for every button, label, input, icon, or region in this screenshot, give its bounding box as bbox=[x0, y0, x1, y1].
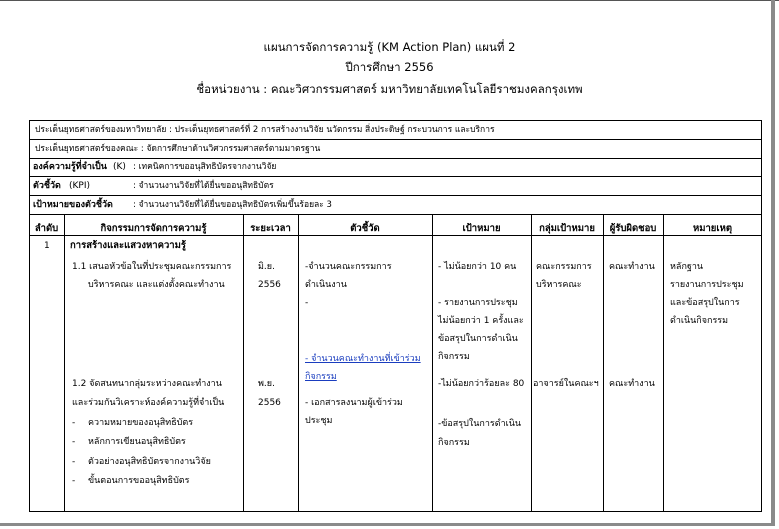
activity-1-target-line3: ไม่น้อยกว่า 1 ครั้งและ bbox=[438, 316, 524, 326]
activity-2-line2: และร่วมกันวิเคราะห์องค์ความรู้ที่จำเป็น bbox=[72, 398, 225, 408]
kpi-value: : จำนวนงานวิจัยที่ได้ยื่นขออนุสิทธิบัตร bbox=[133, 181, 274, 191]
activity-1-responsible: คณะทำงาน bbox=[609, 262, 655, 272]
activity-2-item-1: ความหมายของอนุสิทธิบัตร bbox=[88, 418, 194, 428]
activity-1-group-line1: คณะกรรมการ bbox=[536, 262, 592, 272]
activity-1-kpi-line2: ดำเนินงาน bbox=[305, 280, 347, 290]
column-divider bbox=[432, 214, 433, 512]
column-divider bbox=[64, 214, 65, 512]
activity-1-period-month: มิ.ย. bbox=[258, 262, 275, 272]
activity-2-period-year: 2556 bbox=[258, 398, 281, 408]
column-header-activity: กิจกรรมการจัดการความรู้ bbox=[100, 223, 207, 234]
table-divider bbox=[29, 139, 762, 140]
column-header-no: ลำดับ bbox=[34, 223, 59, 234]
table-divider bbox=[29, 195, 762, 196]
bullet-4: - bbox=[72, 476, 76, 486]
activity-1-target-line5: กิจกรรม bbox=[438, 352, 470, 362]
university-strategy: ประเด็นยุทธศาสตร์ของมหาวิทยาลัย : ประเด็นยุทธศาสตร์ที่ 2 การสร้างงานวิจัย นวัตกรรม สิ่งประดิษฐ์ กระบวนการ และบริการ bbox=[35, 125, 495, 135]
document-title: แผนการจัดการความรู้ (KM Action Plan) แผนที่ 2 bbox=[263, 40, 516, 54]
activity-1-period-year: 2556 bbox=[258, 280, 281, 290]
activity-1-group-line2: บริหารคณะ bbox=[536, 280, 582, 290]
activity-2-item-4: ขั้นตอนการขออนุสิทธิบัตร bbox=[88, 476, 190, 486]
group-title: การสร้างและแสวงหาความรู้ bbox=[70, 240, 186, 251]
column-divider bbox=[663, 214, 664, 512]
table-divider bbox=[29, 176, 762, 177]
remark-line3: และข้อสรุปในการ bbox=[670, 298, 740, 308]
column-header-responsible: ผู้รับผิดชอบ bbox=[609, 223, 657, 234]
row-number: 1 bbox=[44, 241, 50, 251]
column-header-target-group: กลุ่มเป้าหมาย bbox=[539, 223, 595, 234]
activity-2-item-3: ตัวอย่างอนุสิทธิบัตรจากงานวิจัย bbox=[88, 457, 211, 467]
kpi-label-abbr: (KPI) bbox=[69, 181, 91, 191]
column-header-period: ระยะเวลา bbox=[250, 223, 291, 234]
bullet-3: - bbox=[72, 457, 76, 467]
column-divider bbox=[243, 214, 244, 512]
column-divider bbox=[603, 214, 604, 512]
academic-year: ปีการศึกษา 2556 bbox=[345, 60, 434, 74]
activity-2-target-line1: -ไม่น้อยกว่าร้อยละ 80 bbox=[438, 379, 525, 389]
kpi-target-value: : จำนวนงานวิจัยที่ได้ยื่นขออนุสิทธิบัตรเพิ่มขึ้นร้อยละ 3 bbox=[133, 200, 332, 210]
faculty-strategy: ประเด็นยุทธศาสตร์ของคณะ : จัดการศึกษาด้านวิศวกรรมศาสตร์ตามมาตรฐาน bbox=[35, 144, 321, 154]
kpi-label: ตัวชี้วัด bbox=[33, 181, 61, 191]
plan-table bbox=[29, 120, 762, 512]
bullet-1: - bbox=[72, 418, 76, 428]
knowledge-value: : เทคนิคการขออนุสิทธิบัตรจากงานวิจัย bbox=[133, 162, 277, 172]
knowledge-label: องค์ความรู้ที่จำเป็น bbox=[33, 162, 107, 172]
activity-2-kpi-link-line1[interactable]: - จำนวนคณะทำงานที่เข้าร่วม bbox=[305, 354, 421, 364]
activity-2-line1: 1.2 จัดสนทนากลุ่มระหว่างคณะทำงาน bbox=[72, 379, 222, 389]
table-divider bbox=[29, 214, 762, 215]
activity-2-target-line2: -ข้อสรุปในการดำเนิน bbox=[438, 419, 522, 429]
remark-line4: ดำเนินกิจกรรม bbox=[670, 316, 729, 326]
activity-1-line2: บริหารคณะ และแต่งตั้งคณะทำงาน bbox=[88, 280, 225, 290]
column-divider bbox=[531, 214, 532, 512]
bullet-2: - bbox=[72, 437, 76, 447]
activity-2-kpi-line1: - เอกสารลงนามผู้เข้าร่วม bbox=[305, 398, 403, 408]
remark-line1: หลักฐาน bbox=[670, 262, 704, 272]
activity-2-target-line3: กิจกรรม bbox=[438, 438, 470, 448]
knowledge-label-abbr: (K) bbox=[113, 162, 126, 172]
kpi-target-label: เป้าหมายของตัวชี้วัด bbox=[33, 200, 113, 210]
remark-line2: รายงานการประชุม bbox=[670, 280, 744, 290]
activity-1-target-line1: - ไม่น้อยกว่า 10 คน bbox=[438, 262, 517, 272]
activity-1-target-line4: ข้อสรุปในการดำเนิน bbox=[438, 334, 518, 344]
activity-2-group: อาจารย์ในคณะฯ bbox=[533, 379, 599, 389]
column-header-target: เป้าหมาย bbox=[462, 223, 501, 234]
column-header-kpi: ตัวชี้วัด bbox=[350, 223, 380, 234]
activity-1-target-line2: - รายงานการประชุม bbox=[438, 298, 518, 308]
organization-name: ชื่อหน่วยงาน : คณะวิศวกรรมศาสตร์ มหาวิทยาลัยเทคโนโลยีราชมงคลกรุงเทพ bbox=[196, 82, 583, 96]
activity-2-responsible: คณะทำงาน bbox=[609, 379, 655, 389]
table-divider bbox=[29, 158, 762, 159]
column-divider bbox=[298, 214, 299, 512]
activity-2-kpi-line2: ประชุม bbox=[305, 416, 333, 426]
activity-1-kpi-line1: -จำนวนคณะกรรมการ bbox=[305, 262, 392, 272]
activity-2-kpi-link-line2[interactable]: กิจกรรม bbox=[305, 372, 337, 382]
activity-1-kpi-line3: - bbox=[305, 298, 309, 308]
activity-1-line1: 1.1 เสนอหัวข้อในที่ประชุมคณะกรรมการ bbox=[72, 262, 232, 272]
activity-2-period-month: พ.ย. bbox=[258, 379, 275, 389]
activity-2-item-2: หลักการเขียนอนุสิทธิบัตร bbox=[88, 437, 186, 447]
column-header-remark: หมายเหตุ bbox=[692, 223, 733, 234]
